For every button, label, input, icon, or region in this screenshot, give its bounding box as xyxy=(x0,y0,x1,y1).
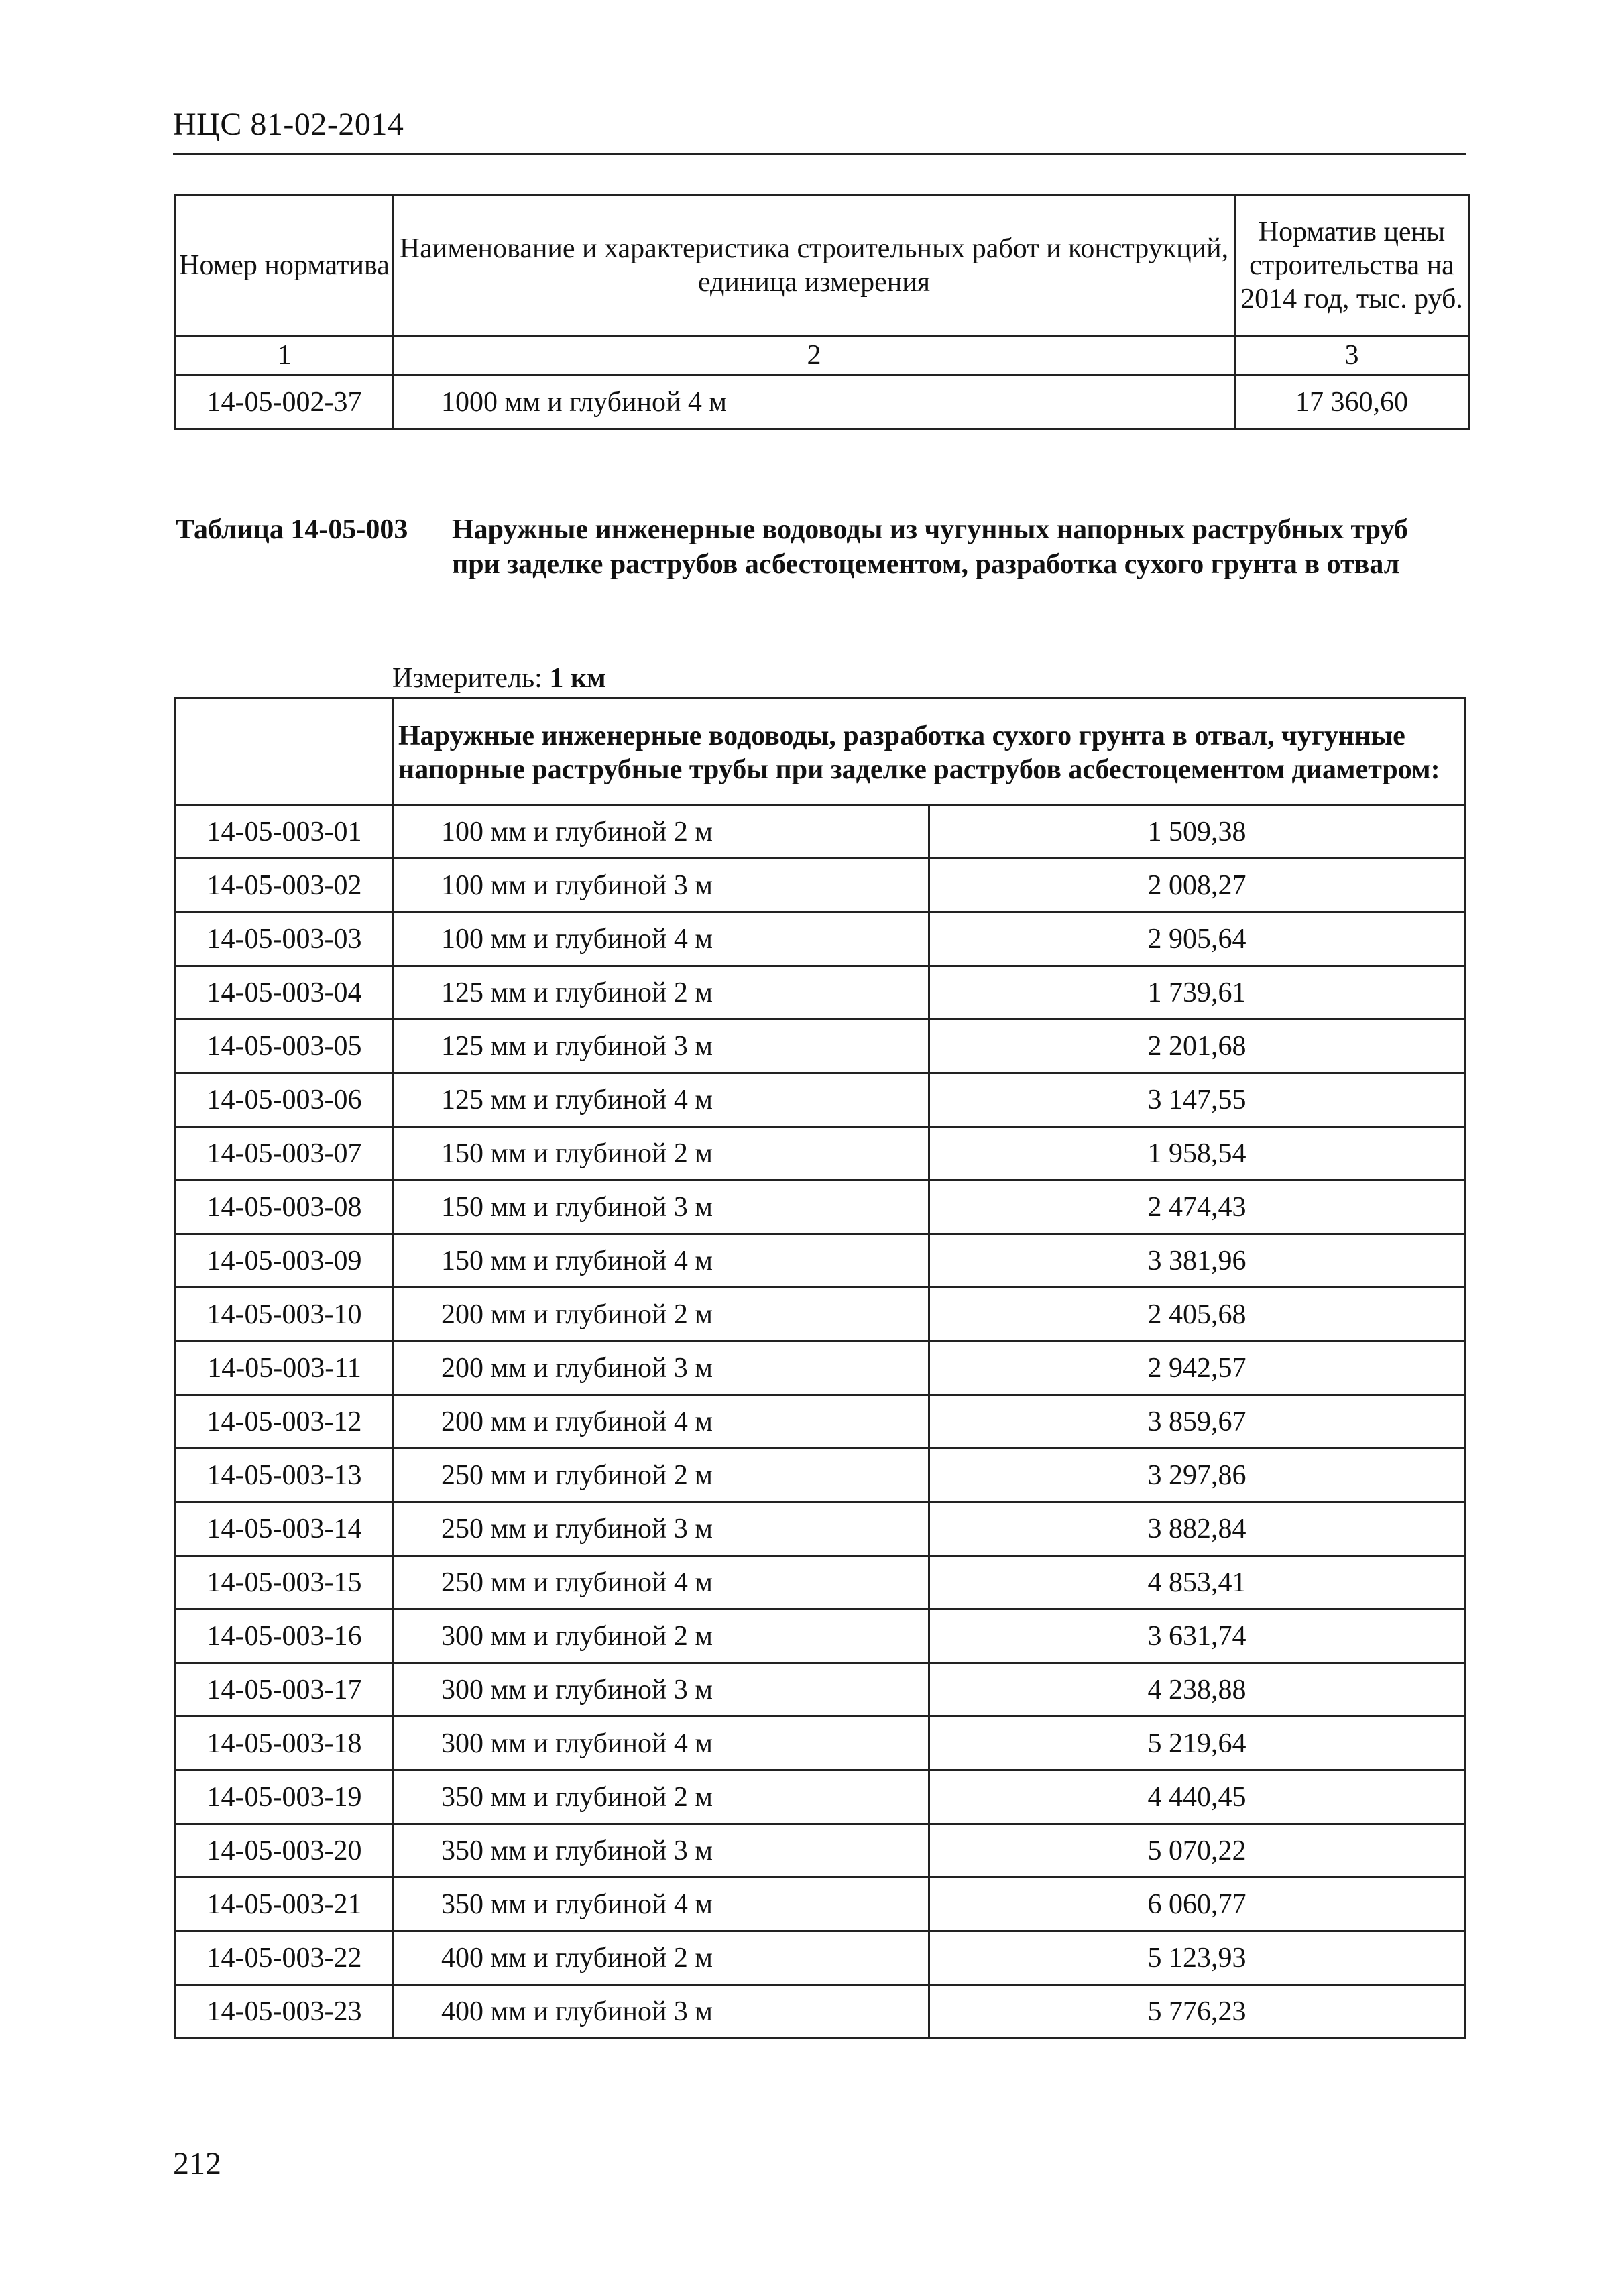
table-caption-id: Таблица 14-05-003 xyxy=(176,514,408,545)
top-table-header-row xyxy=(176,196,1469,336)
table-row xyxy=(176,375,1469,429)
row-price: 4 440,45 xyxy=(929,1770,1465,1824)
row-name: 200 мм и глубиной 3 м xyxy=(394,1341,929,1395)
row-name: 200 мм и глубиной 2 м xyxy=(394,1288,929,1341)
row-name: 100 мм и глубиной 4 м xyxy=(394,912,929,966)
row-code: 14-05-003-05 xyxy=(176,1020,394,1073)
row-code: 14-05-003-16 xyxy=(176,1610,394,1663)
column-number: 2 xyxy=(394,336,1235,375)
header-code: Номер норматива xyxy=(176,196,394,336)
row-price: 3 631,74 xyxy=(929,1610,1465,1663)
table-row xyxy=(176,1717,1465,1770)
row-code: 14-05-003-23 xyxy=(176,1985,394,2039)
row-price: 2 474,43 xyxy=(929,1181,1465,1234)
row-price: 2 905,64 xyxy=(929,912,1465,966)
column-number: 3 xyxy=(1235,336,1469,375)
measure-value: 1 км xyxy=(549,663,606,694)
row-price: 1 739,61 xyxy=(929,966,1465,1020)
table-row xyxy=(176,1770,1465,1824)
row-price: 2 405,68 xyxy=(929,1288,1465,1341)
table-row xyxy=(176,1449,1465,1502)
header-name: Наименование и характеристика строительных работ и конструкций, единица измерения xyxy=(394,196,1235,336)
measure-label: Измеритель: xyxy=(392,663,542,694)
table-row xyxy=(176,805,1465,859)
table-row xyxy=(176,1610,1465,1663)
column-number: 1 xyxy=(176,336,394,375)
row-price: 1 958,54 xyxy=(929,1127,1465,1181)
page-header: НЦС 81-02-2014 xyxy=(173,107,404,142)
row-code: 14-05-003-11 xyxy=(176,1341,394,1395)
header-price: Норматив цены строительства на 2014 год, тыс. руб. xyxy=(1235,196,1469,336)
table-row xyxy=(176,859,1465,912)
row-price: 5 776,23 xyxy=(929,1985,1465,2039)
row-price: 2 942,57 xyxy=(929,1341,1465,1395)
row-name: 125 мм и глубиной 2 м xyxy=(394,966,929,1020)
row-code: 14-05-003-15 xyxy=(176,1556,394,1610)
row-name: 300 мм и глубиной 4 м xyxy=(394,1717,929,1770)
group-header-row xyxy=(176,699,1465,805)
row-name: 250 мм и глубиной 4 м xyxy=(394,1556,929,1610)
row-name: 250 мм и глубиной 3 м xyxy=(394,1502,929,1556)
row-name: 150 мм и глубиной 3 м xyxy=(394,1181,929,1234)
row-price: 5 070,22 xyxy=(929,1824,1465,1878)
row-name: 200 мм и глубиной 4 м xyxy=(394,1395,929,1449)
row-price: 3 381,96 xyxy=(929,1234,1465,1288)
row-name: 125 мм и глубиной 3 м xyxy=(394,1020,929,1073)
table-row xyxy=(176,1824,1465,1878)
row-name: 150 мм и глубиной 4 м xyxy=(394,1234,929,1288)
row-code: 14-05-003-10 xyxy=(176,1288,394,1341)
table-row xyxy=(176,1395,1465,1449)
row-code: 14-05-003-02 xyxy=(176,859,394,912)
row-price: 6 060,77 xyxy=(929,1878,1465,1931)
table-row xyxy=(176,1663,1465,1717)
row-name: 350 мм и глубиной 4 м xyxy=(394,1878,929,1931)
row-code: 14-05-003-01 xyxy=(176,805,394,859)
row-price: 3 859,67 xyxy=(929,1395,1465,1449)
main-table xyxy=(174,697,1466,2039)
top-table xyxy=(174,194,1470,430)
row-name: 125 мм и глубиной 4 м xyxy=(394,1073,929,1127)
row-code: 14-05-003-12 xyxy=(176,1395,394,1449)
table-row xyxy=(176,1020,1465,1073)
row-code: 14-05-003-18 xyxy=(176,1717,394,1770)
table-row xyxy=(176,1341,1465,1395)
top-table-number-row xyxy=(176,336,1469,375)
row-price: 1 509,38 xyxy=(929,805,1465,859)
row-code: 14-05-003-08 xyxy=(176,1181,394,1234)
row-name: 400 мм и глубиной 3 м xyxy=(394,1985,929,2039)
row-name: 1000 мм и глубиной 4 м xyxy=(394,375,1235,429)
row-name: 300 мм и глубиной 3 м xyxy=(394,1663,929,1717)
table-row xyxy=(176,1234,1465,1288)
row-code: 14-05-003-22 xyxy=(176,1931,394,1985)
row-price: 2 201,68 xyxy=(929,1020,1465,1073)
table-row xyxy=(176,1878,1465,1931)
row-name: 400 мм и глубиной 2 м xyxy=(394,1931,929,1985)
table-row xyxy=(176,966,1465,1020)
row-name: 100 мм и глубиной 2 м xyxy=(394,805,929,859)
row-name: 100 мм и глубиной 3 м xyxy=(394,859,929,912)
row-name: 150 мм и глубиной 2 м xyxy=(394,1127,929,1181)
group-header-empty xyxy=(176,699,394,805)
row-price: 4 238,88 xyxy=(929,1663,1465,1717)
row-code: 14-05-003-20 xyxy=(176,1824,394,1878)
row-name: 300 мм и глубиной 2 м xyxy=(394,1610,929,1663)
row-price: 3 147,55 xyxy=(929,1073,1465,1127)
row-price: 3 297,86 xyxy=(929,1449,1465,1502)
table-row xyxy=(176,1127,1465,1181)
table-row xyxy=(176,912,1465,966)
measure-unit xyxy=(392,662,606,694)
row-code: 14-05-003-13 xyxy=(176,1449,394,1502)
row-code: 14-05-002-37 xyxy=(176,375,394,429)
row-name: 250 мм и глубиной 2 м xyxy=(394,1449,929,1502)
row-code: 14-05-003-07 xyxy=(176,1127,394,1181)
row-name: 350 мм и глубиной 2 м xyxy=(394,1770,929,1824)
row-code: 14-05-003-17 xyxy=(176,1663,394,1717)
row-name: 350 мм и глубиной 3 м xyxy=(394,1824,929,1878)
table-row xyxy=(176,1073,1465,1127)
table-caption-text: Наружные инженерные водоводы из чугунных напорных раструбных труб при заделке раструбов асбестоцементом, разработка сухого грунта в отвал xyxy=(452,514,1408,580)
table-row xyxy=(176,1931,1465,1985)
row-price: 4 853,41 xyxy=(929,1556,1465,1610)
row-price: 2 008,27 xyxy=(929,859,1465,912)
row-price: 3 882,84 xyxy=(929,1502,1465,1556)
table-row xyxy=(176,1288,1465,1341)
row-price: 5 219,64 xyxy=(929,1717,1465,1770)
header-rule xyxy=(173,153,1466,155)
row-price: 17 360,60 xyxy=(1235,375,1469,429)
row-code: 14-05-003-14 xyxy=(176,1502,394,1556)
row-code: 14-05-003-19 xyxy=(176,1770,394,1824)
row-code: 14-05-003-06 xyxy=(176,1073,394,1127)
row-code: 14-05-003-03 xyxy=(176,912,394,966)
table-row xyxy=(176,1502,1465,1556)
table-row xyxy=(176,1556,1465,1610)
table-row xyxy=(176,1181,1465,1234)
row-code: 14-05-003-21 xyxy=(176,1878,394,1931)
group-title: Наружные инженерные водоводы, разработка сухого грунта в отвал, чугунные напорные раструбные трубы при заделке раструбов асбестоцементом диаметром: xyxy=(394,699,1465,805)
table-row xyxy=(176,1985,1465,2039)
row-code: 14-05-003-09 xyxy=(176,1234,394,1288)
row-price: 5 123,93 xyxy=(929,1931,1465,1985)
page-number: 212 xyxy=(173,2146,221,2181)
row-code: 14-05-003-04 xyxy=(176,966,394,1020)
